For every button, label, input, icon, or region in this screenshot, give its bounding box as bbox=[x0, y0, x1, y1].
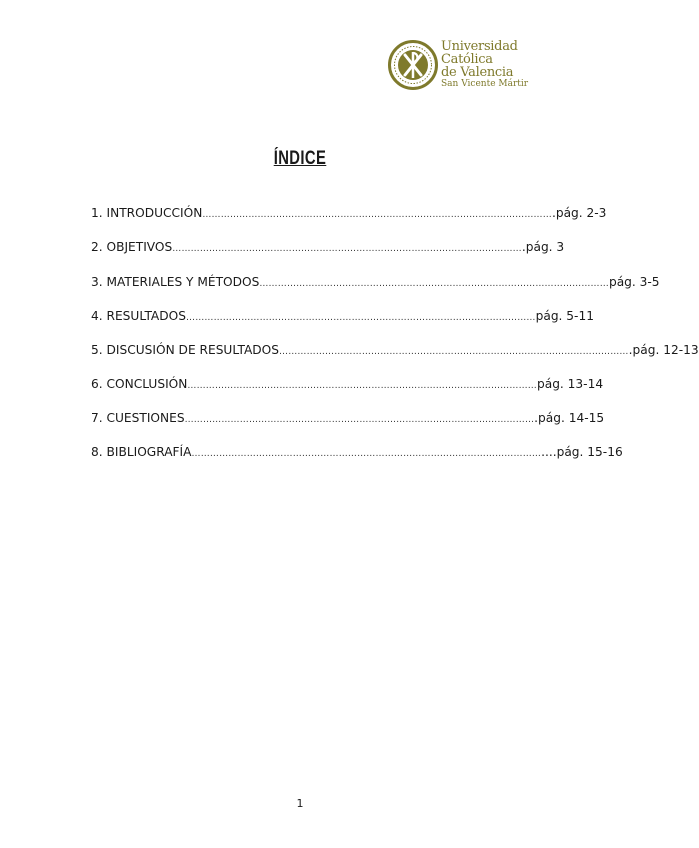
university-logo bbox=[388, 40, 528, 92]
logo-emblem-icon bbox=[388, 40, 438, 90]
toc-leader-dots: …………………………………………………………………………………………………… bbox=[184, 415, 535, 425]
toc-leader-dots: …………………………………………………………………………………………………… bbox=[279, 347, 629, 357]
toc-entry-label: 7. CUESTIONES bbox=[91, 411, 185, 425]
toc-entry-label: 5. DISCUSIÓN DE RESULTADOS bbox=[91, 343, 280, 357]
toc-entry-label: 8. BIBLIOGRAFÍA bbox=[91, 445, 192, 459]
toc-entry-1[interactable] bbox=[91, 206, 607, 224]
toc-entry-4[interactable] bbox=[91, 309, 594, 327]
toc-leader-dots: …………………………………………………………………………………………………… bbox=[187, 381, 537, 391]
toc-entry-7[interactable] bbox=[91, 411, 605, 429]
toc-entry-label: 2. OBJETIVOS bbox=[91, 240, 173, 254]
toc-entry-label: 3. MATERIALES Y MÉTODOS bbox=[91, 275, 260, 289]
toc-leader-dots: …………………………………………………………………………………………………… bbox=[259, 279, 609, 289]
toc-leader-dots: …………………………………………………………………………………………………… bbox=[191, 449, 542, 459]
toc-entry-2[interactable] bbox=[91, 240, 565, 258]
toc-entry-5[interactable] bbox=[91, 343, 699, 361]
toc-entry-page: ....pág. 15-16 bbox=[541, 445, 623, 459]
logo-line-3: de Valencia bbox=[441, 65, 514, 80]
logo-line-2: Católica bbox=[441, 52, 493, 67]
logo-line-4: San Vicente Mártir bbox=[441, 79, 529, 89]
toc-entry-8[interactable] bbox=[91, 445, 623, 463]
toc-entry-page: pág. 13-14 bbox=[536, 377, 604, 391]
toc-entry-label: 1. INTRODUCCIÓN bbox=[91, 206, 203, 220]
page-title: ÍNDICE bbox=[273, 148, 327, 169]
page-number: 1 bbox=[296, 797, 304, 810]
toc-entry-label: 6. CONCLUSIÓN bbox=[91, 377, 188, 391]
toc-entry-page: pág. 5-11 bbox=[535, 309, 594, 323]
toc-leader-dots: …………………………………………………………………………………………………… bbox=[202, 210, 552, 220]
toc-entry-label: 4. RESULTADOS bbox=[91, 309, 186, 323]
toc-entry-page: pág. 3-5 bbox=[608, 275, 660, 289]
toc-leader-dots: …………………………………………………………………………………………………… bbox=[172, 244, 522, 254]
toc-leader-dots: …………………………………………………………………………………………………… bbox=[186, 313, 536, 323]
toc-entry-6[interactable] bbox=[91, 377, 604, 395]
logo-wordmark bbox=[441, 40, 528, 90]
toc-entry-3[interactable] bbox=[91, 275, 660, 293]
toc-entry-page: .pág. 3 bbox=[521, 240, 565, 254]
toc-entry-page: .pág. 14-15 bbox=[534, 411, 605, 425]
logo-line-1: Universidad bbox=[441, 39, 518, 54]
toc-entry-page: .pág. 2-3 bbox=[551, 206, 607, 220]
toc-entry-page: .pág. 12-13 bbox=[628, 343, 699, 357]
